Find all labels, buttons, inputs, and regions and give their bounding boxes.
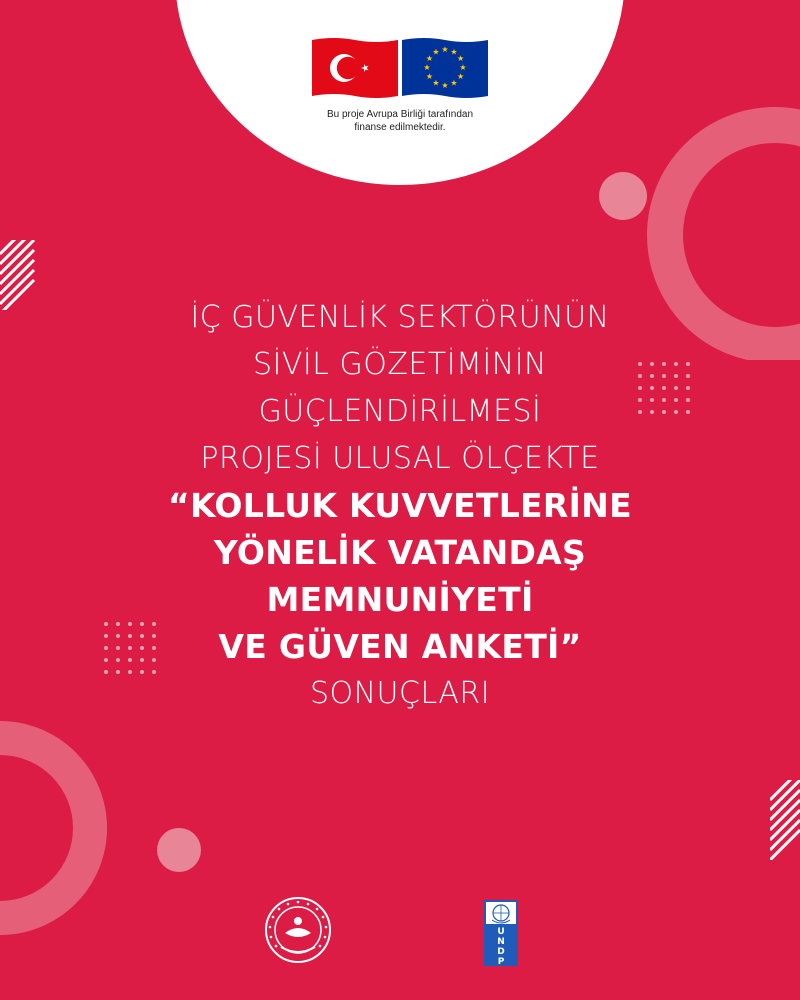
- svg-text:★: ★: [441, 81, 449, 90]
- headline-line-1: İÇ GÜVENLİK SEKTÖRÜNÜN: [190, 300, 610, 335]
- svg-text:★: ★: [459, 63, 467, 72]
- headline-line-6: YÖNELİK VATANDAŞ: [213, 533, 587, 572]
- svg-text:★: ★: [450, 47, 458, 57]
- decoration-ring-left: [0, 720, 120, 940]
- headline-line-5: “KOLLUK KUVVETLERİNE: [168, 486, 632, 525]
- turkey-flag-icon: [312, 36, 398, 100]
- headline-line-8: VE GÜVEN ANKETİ”: [218, 627, 582, 666]
- headline: [80, 294, 720, 717]
- undp-logo-icon: [484, 900, 518, 966]
- svg-text:★: ★: [425, 72, 433, 81]
- funding-line-2: finanse edilmektedir.: [354, 122, 446, 133]
- decoration-stripes-left: [0, 240, 36, 310]
- flags-group: [312, 36, 488, 100]
- decoration-dot-top: [598, 171, 648, 221]
- svg-text:★: ★: [450, 78, 458, 88]
- undp-letter-n: N: [497, 937, 505, 947]
- headline-line-7: MEMNUNİYETİ: [266, 580, 534, 619]
- svg-text:★: ★: [423, 63, 431, 72]
- undp-letter-p: P: [497, 957, 505, 966]
- headline-line-3: GÜÇLENDİRİLMESİ: [258, 394, 542, 429]
- funding-notice: [270, 108, 530, 134]
- ministry-seal-icon: [263, 895, 333, 965]
- svg-text:★: ★: [457, 72, 465, 81]
- decoration-stripes-right: [770, 780, 800, 860]
- headline-line-9: SONUÇLARI: [309, 676, 491, 711]
- headline-line-4: PROJESİ ULUSAL ÖLÇEKTE: [200, 441, 600, 476]
- svg-text:★: ★: [457, 54, 465, 63]
- undp-letter-d: D: [497, 947, 505, 957]
- svg-text:★: ★: [441, 45, 449, 54]
- headline-line-2: SİVİL GÖZETİMİNİN: [252, 347, 547, 382]
- svg-text:★: ★: [425, 54, 433, 63]
- svg-text:★: ★: [432, 78, 440, 88]
- funding-line-1: Bu proje Avrupa Birliği tarafından: [326, 109, 473, 120]
- eu-flag-icon: [402, 36, 488, 100]
- decoration-dot-bottom: [156, 827, 202, 873]
- undp-letter-u: U: [497, 927, 505, 937]
- svg-text:★: ★: [432, 47, 440, 57]
